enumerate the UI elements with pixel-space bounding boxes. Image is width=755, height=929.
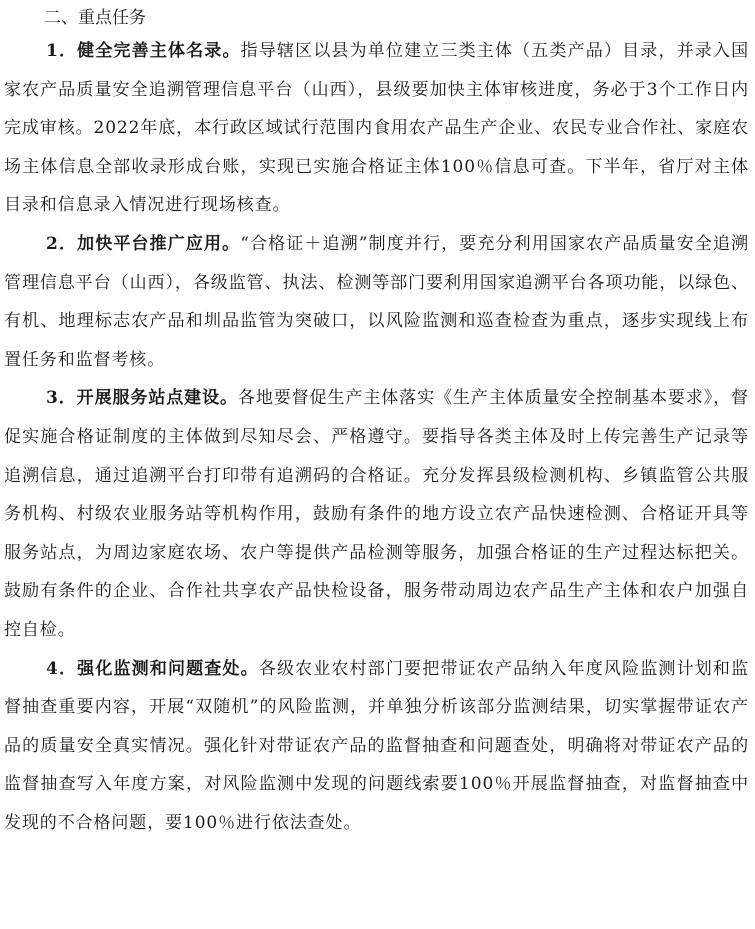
task-item-4 (4, 650, 749, 843)
task-item-4-title: 4．强化监测和问题查处。 (46, 658, 259, 679)
task-item-1 (4, 32, 749, 225)
task-item-4-body: 各级农业农村部门要把带证农产品纳入年度风险监测计划和监督抽查重要内容，开展“双随机”的风险监测，并单独分析该部分监测结果，切实掌握带证农产品的质量安全真实情况。强化针对带证农产品的监督抽查和问题查处，明确将对带证农产品的监督抽查写入年度方案，对风险监测中发现的问题线索要100％开展监督抽查，对监督抽查中发现的不合格问题，要100％进行依法查处。 (4, 658, 749, 833)
task-item-2-body: “合格证＋追溯”制度并行，要充分利用国家农产品质量安全追溯管理信息平台（山西），各级监管、执法、检测等部门要利用国家追溯平台各项功能，以绿色、有机、地理标志农产品和圳品监管为突破口，以风险监测和巡查检查为重点，逐步实现线上布置任务和监督考核。 (4, 233, 750, 370)
task-item-3-title: 3．开展服务站点建设。 (46, 388, 238, 409)
task-item-1-body: 指导辖区以县为单位建立三类主体（五类产品）目录，并录入国家农产品质量安全追溯管理信息平台（山西），县级要加快主体审核进度，务必于3个工作日内完成审核。2022年底，本行政区域试行范围内食用农产品生产企业、农民专业合作社、家庭农场主体信息全部收录形成台账，实现已实施合格证主体100％信息可查。下半年，省厅对主体目录和信息录入情况进行现场核查。 (4, 41, 750, 216)
task-item-3 (4, 379, 749, 649)
task-item-3-body: 各地要督促生产主体落实《生产主体质量安全控制基本要求》，督促实施合格证制度的主体做到尽知尽会、严格遵守。要指导各类主体及时上传完善生产记录等追溯信息，通过追溯平台打印带有追溯码的合格证。充分发挥县级检测机构、乡镇监管公共服务机构、村级农业服务站等机构作用，鼓励有条件的地方设立农产品快速检测、合格证开具等服务站点，为周边家庭农场、农户等提供产品检测等服务，加强合格证的生产过程达标把关。鼓励有条件的企业、合作社共享农产品快检设备，服务带动周边农产品生产主体和农户加强自控自检。 (4, 388, 749, 640)
task-item-1-title: 1．健全完善主体名录。 (46, 41, 241, 61)
section-heading: 二、重点任务 (44, 8, 146, 28)
task-item-2-title: 2．加快平台推广应用。 (46, 233, 241, 254)
task-item-2 (4, 225, 749, 379)
